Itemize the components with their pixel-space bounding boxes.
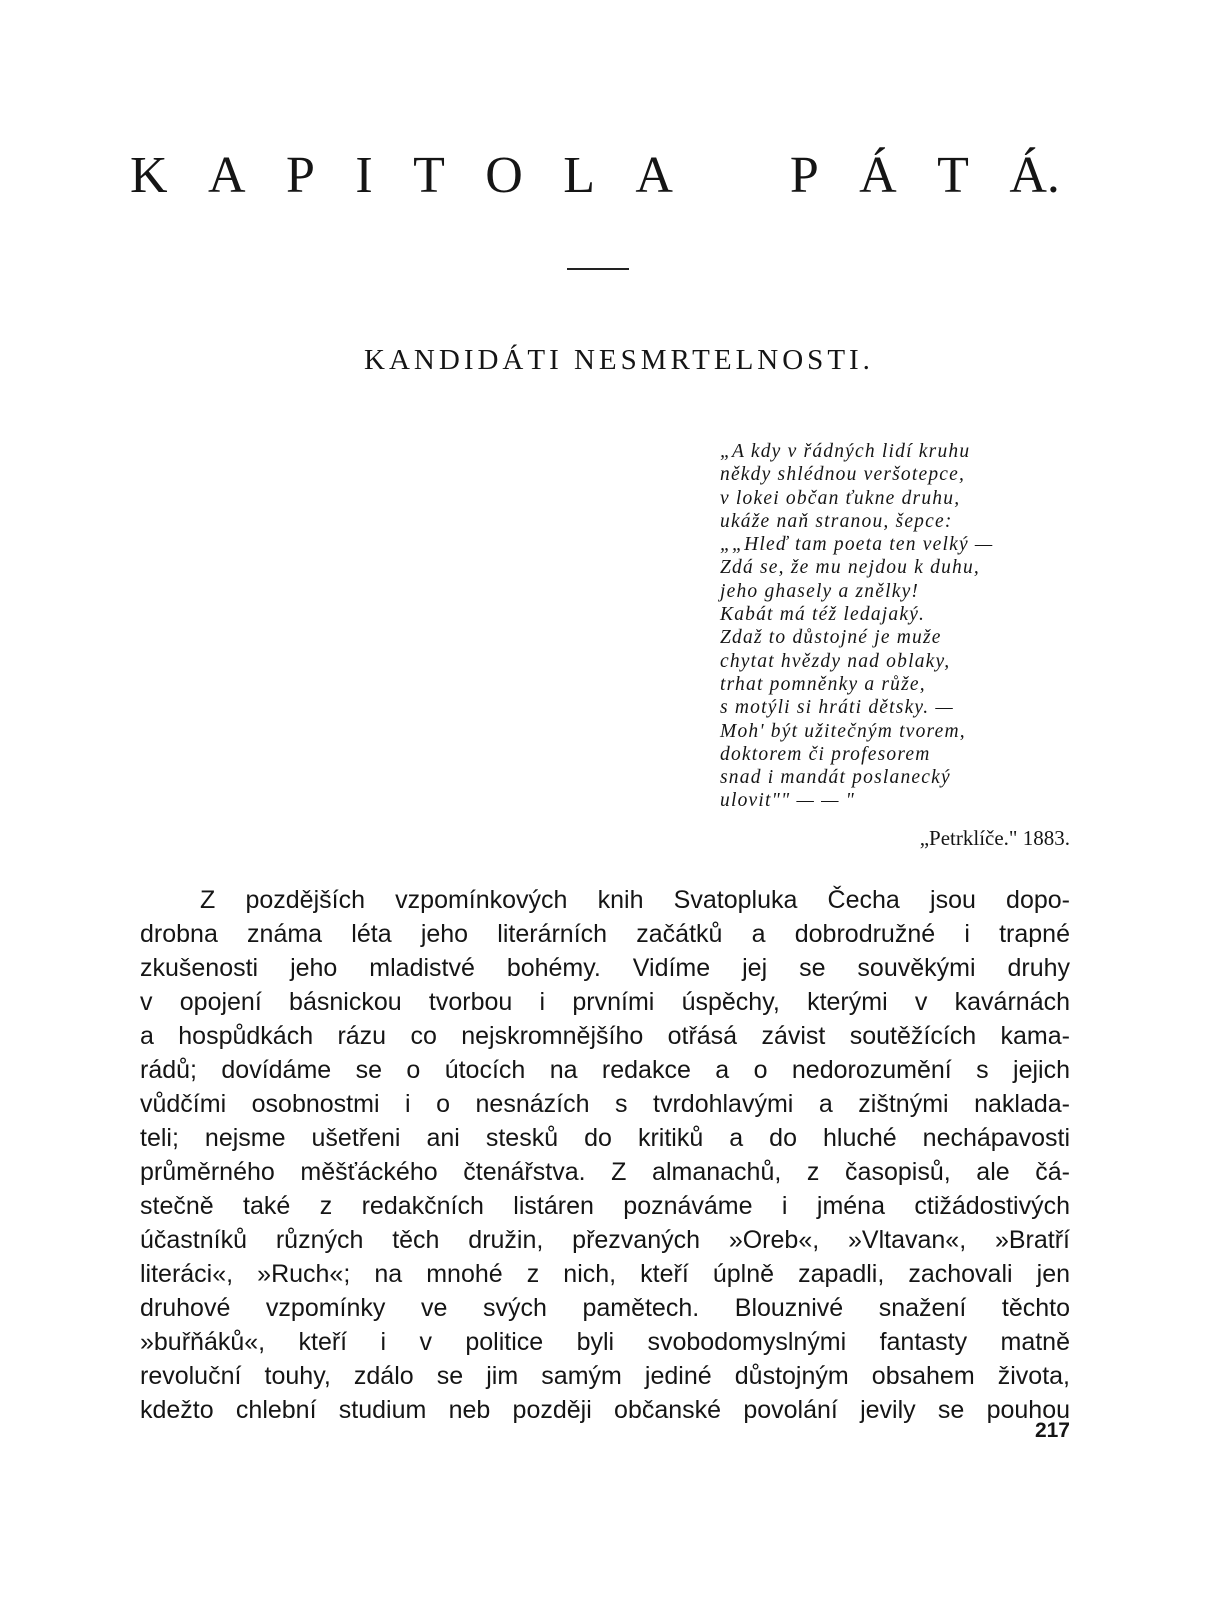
- epigraph-line: Zdá se, že mu nejdou k duhu,: [720, 557, 980, 579]
- body-line: rádů; dovídáme se o útocích na redakce a o nedorozumění s jejich: [140, 1056, 1070, 1084]
- chapter-title-letter: T: [413, 147, 445, 204]
- chapter-title-letter: O: [485, 147, 523, 204]
- body-line: vůdčími osobnostmi i o nesnázích s tvrdohlavými a zištnými naklada-: [140, 1090, 1070, 1118]
- body-line: literáci«, »Ruch«; na mnohé z nich, kteří úplně zapadli, zachovali jen: [140, 1260, 1070, 1288]
- epigraph-poem: [720, 440, 1080, 813]
- chapter-title-letter: T: [937, 147, 969, 204]
- epigraph-line: v lokei občan ťukne druhu,: [720, 487, 961, 509]
- body-line: »buřňáků«, kteří i v politice byli svobodomyslnými fantasty matně: [140, 1328, 1070, 1356]
- body-line: druhové vzpomínky ve svých pamětech. Blouznivé snažení těchto: [140, 1294, 1070, 1322]
- epigraph-line: Zdaž to důstojné je muže: [720, 627, 942, 649]
- body-line: teli; nejsme ušetřeni ani stesků do kritiků a do hluché nechápavosti: [140, 1124, 1070, 1152]
- body-paragraph: [140, 883, 1070, 1427]
- epigraph-line: Kabát má též ledajaký.: [720, 604, 926, 626]
- chapter-title-letter: Á.: [1009, 147, 1060, 204]
- epigraph-source: „Petrklíče." 1883.: [919, 826, 1070, 850]
- body-line: průměrného měšťáckého čtenářstva. Z almanachů, z časopisů, ale čá-: [140, 1158, 1070, 1186]
- body-line: účastníků různých těch družin, přezvaných »Oreb«, »Vltavan«, »Bratří: [140, 1226, 1070, 1254]
- chapter-subtitle: KANDIDÁTI NESMRTELNOSTI.: [364, 344, 874, 376]
- chapter-title-letter: A: [207, 147, 246, 204]
- epigraph-line: „A kdy v řádných lidí kruhu: [720, 441, 971, 462]
- body-line: revoluční touhy, zdálo se jim samým jediné důstojným obsahem života,: [140, 1362, 1070, 1390]
- body-line: drobna známa léta jeho literárních začátků a dobrodružné i trapné: [140, 920, 1070, 948]
- epigraph-line: ukáže naň stranou, šepce:: [720, 510, 953, 532]
- chapter-title-letter: I: [355, 147, 373, 204]
- epigraph-line: doktorem či profesorem: [720, 743, 931, 765]
- body-line: v opojení básnickou tvorbou i prvními úspěchy, kterými v kavárnách: [140, 988, 1070, 1016]
- chapter-title-letter: L: [563, 147, 595, 204]
- chapter-title-letter: P: [285, 147, 315, 204]
- chapter-title-letter: A: [635, 147, 673, 204]
- chapter-title-letter: K: [130, 147, 168, 204]
- page-number: 217: [1034, 1419, 1070, 1442]
- epigraph-line: s motýli si hráti dětsky. —: [720, 697, 954, 719]
- epigraph-line: snad i mandát poslanecký: [720, 767, 951, 789]
- body-line: a hospůdkách rázu co nejskromnějšího otřásá závist soutěžících kama-: [140, 1022, 1070, 1050]
- chapter-title-letter: P: [789, 147, 819, 204]
- title-divider: [567, 268, 629, 270]
- body-line: kdežto chlební studium neb později občanské povolání jevily se pouhou: [140, 1396, 1070, 1424]
- epigraph-line: trhat pomněnky a růže,: [720, 673, 926, 695]
- chapter-title-letter: Á: [859, 147, 897, 204]
- epigraph-line: někdy shlédnou veršotepce,: [720, 464, 966, 486]
- chapter-title: [130, 147, 1060, 204]
- epigraph-line: chytat hvězdy nad oblaky,: [720, 650, 951, 672]
- epigraph-line: jeho ghasely a znělky!: [720, 580, 920, 602]
- body-line: Z pozdějších vzpomínkových knih Svatopluka Čecha jsou dopo-: [200, 886, 1070, 914]
- chapter-title-word-gap: [713, 150, 749, 202]
- epigraph-line: „„Hleď tam poeta ten velký —: [720, 534, 994, 556]
- body-line: stečně také z redakčních listáren poznáváme i jména ctižádostivých: [140, 1192, 1070, 1220]
- epigraph-line: ulovit"" — — ": [720, 790, 856, 812]
- body-line: zkušenosti jeho mladistvé bohémy. Vidíme jej se souvěkými druhy: [140, 954, 1070, 982]
- epigraph-line: Moh' být užitečným tvorem,: [720, 720, 966, 742]
